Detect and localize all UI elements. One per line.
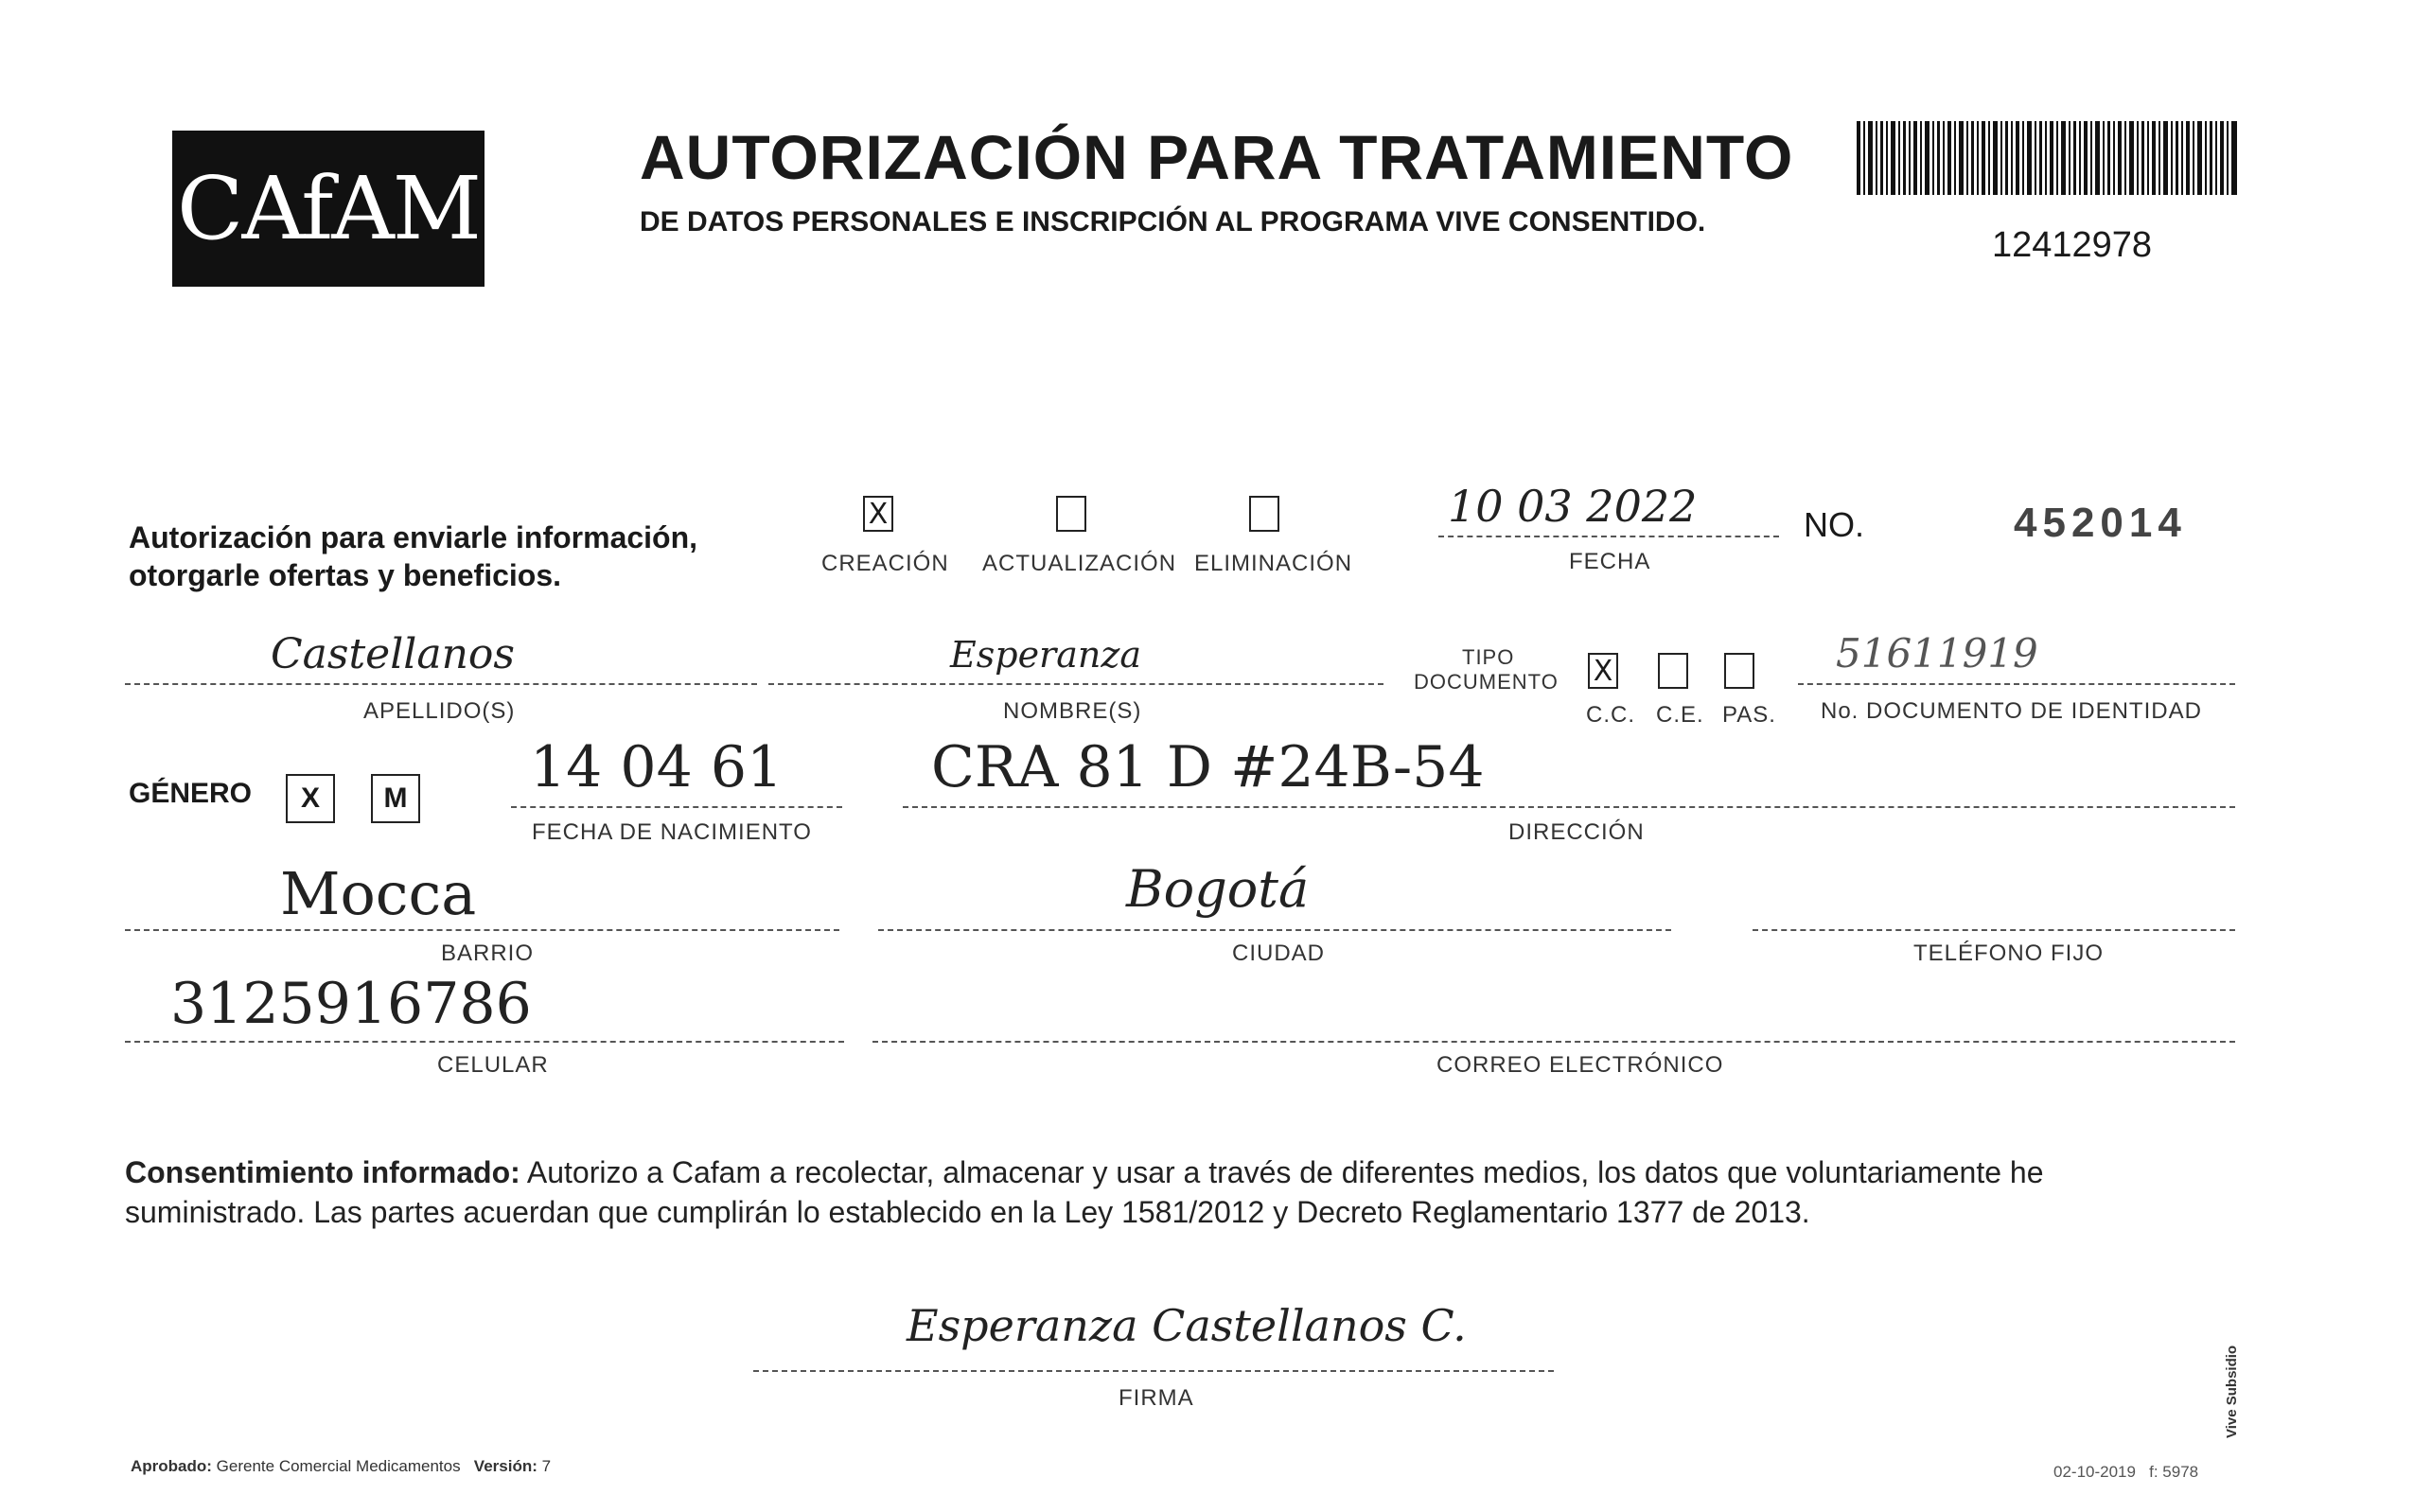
side-text: Vive Subsidio [2224,1345,2240,1438]
aprobado-label: Aprobado: [131,1457,212,1475]
signature-label: FIRMA [1119,1385,1194,1411]
direccion-line [903,806,2235,808]
eliminacion-checkbox[interactable] [1249,496,1279,532]
documento-label: DOCUMENTO [1414,670,1559,694]
ce-checkbox[interactable] [1658,653,1688,689]
documento-id-label: No. DOCUMENTO DE IDENTIDAD [1821,698,2202,724]
ciudad-line [878,929,1671,931]
direccion-label: DIRECCIÓN [1508,819,1645,845]
logo-text: CAfAM [177,158,480,259]
actualizacion-checkbox[interactable] [1056,496,1086,532]
form-number: 452014 [2014,500,2187,546]
version-label: Versión: [473,1457,537,1475]
barcode-number: 12412978 [1992,225,2153,265]
apellidos-line [125,683,757,685]
apellidos-value[interactable]: Castellanos [271,630,515,678]
apellidos-label: APELLIDO(S) [363,698,516,724]
celular-line [125,1041,844,1043]
actualizacion-label: ACTUALIZACIÓN [982,551,1177,576]
cc-label: C.C. [1586,702,1635,728]
version-value: 7 [541,1457,552,1475]
documento-value[interactable]: 51611919 [1836,630,2038,677]
form-subtitle: DE DATOS PERSONALES E INSCRIPCIÓN AL PROGRAMA VIVE CONSENTIDO. [640,206,1706,237]
creacion-mark: X [868,497,889,531]
no-label: NO. [1804,505,1865,544]
telefono-label: TELÉFONO FIJO [1913,941,2105,966]
consent-paragraph [125,1152,2230,1232]
barrio-label: BARRIO [441,941,535,966]
creacion-checkbox[interactable] [863,496,893,532]
authorization-heading [129,519,697,594]
correo-label: CORREO ELECTRÓNICO [1436,1052,1724,1078]
correo-line[interactable] [872,1041,2235,1043]
form-code: f: 5978 [2149,1463,2199,1481]
signature-value[interactable]: Esperanza Castellanos C. [907,1300,1467,1351]
authorization-heading-line2: otorgarle ofertas y beneficios. [129,558,562,592]
signature-line [753,1370,1554,1372]
consent-text: Autorizo a Cafam a recolectar, almacenar y usar a través de diferentes medios, los datos que voluntariamente he suministrado. Las partes acuerdan que cumplirán lo establecido en la Ley 1581/2012 y Decreto Reglamentario 1377 de 2013. [125,1155,2044,1229]
cc-checkbox[interactable] [1588,653,1618,689]
nombres-line [768,683,1383,685]
aprobado-value: Gerente Comercial Medicamentos [216,1457,461,1475]
date-code: 02-10-2019 [2053,1463,2136,1481]
cc-mark: X [1593,654,1613,688]
nacimiento-label: FECHA DE NACIMIENTO [532,819,812,845]
cafam-logo [172,131,485,287]
eliminacion-label: ELIMINACIÓN [1194,551,1353,576]
nacimiento-line [511,806,842,808]
footer-codes [2053,1463,2198,1482]
genero-f-checkbox[interactable] [286,774,335,823]
direccion-value[interactable]: CRA 81 D #24B-54 [931,734,1485,800]
creacion-label: CREACIÓN [821,551,949,576]
authorization-heading-line1: Autorización para enviarle información, [129,520,698,554]
nombres-label: NOMBRE(S) [1003,698,1142,724]
pas-checkbox[interactable] [1724,653,1754,689]
celular-value[interactable]: 3125916786 [170,971,532,1037]
genero-label: GÉNERO [129,778,253,809]
consent-heading: Consentimiento informado: [125,1155,520,1189]
footer-aprobado [131,1457,551,1476]
celular-label: CELULAR [437,1052,549,1078]
nacimiento-value[interactable]: 14 04 61 [530,734,784,800]
ciudad-value[interactable]: Bogotá [1126,859,1310,919]
fecha-line [1438,536,1779,537]
barrio-line [125,929,839,931]
tipo-label: TIPO [1462,645,1515,669]
genero-m-checkbox[interactable] [371,774,420,823]
barcode [1857,121,2237,195]
pas-label: PAS. [1722,702,1776,728]
fecha-label: FECHA [1569,549,1651,574]
documento-line [1798,683,2235,685]
ce-label: C.E. [1656,702,1704,728]
barrio-value[interactable]: Mocca [280,859,477,928]
telefono-line[interactable] [1753,929,2235,931]
form-title: AUTORIZACIÓN PARA TRATAMIENTO [640,122,1794,192]
nombres-value[interactable]: Esperanza [950,634,1142,676]
genero-f-mark: X [300,782,320,814]
genero-m-mark: M [383,782,408,814]
fecha-value[interactable]: 10 03 2022 [1448,481,1698,532]
ciudad-label: CIUDAD [1232,941,1326,966]
